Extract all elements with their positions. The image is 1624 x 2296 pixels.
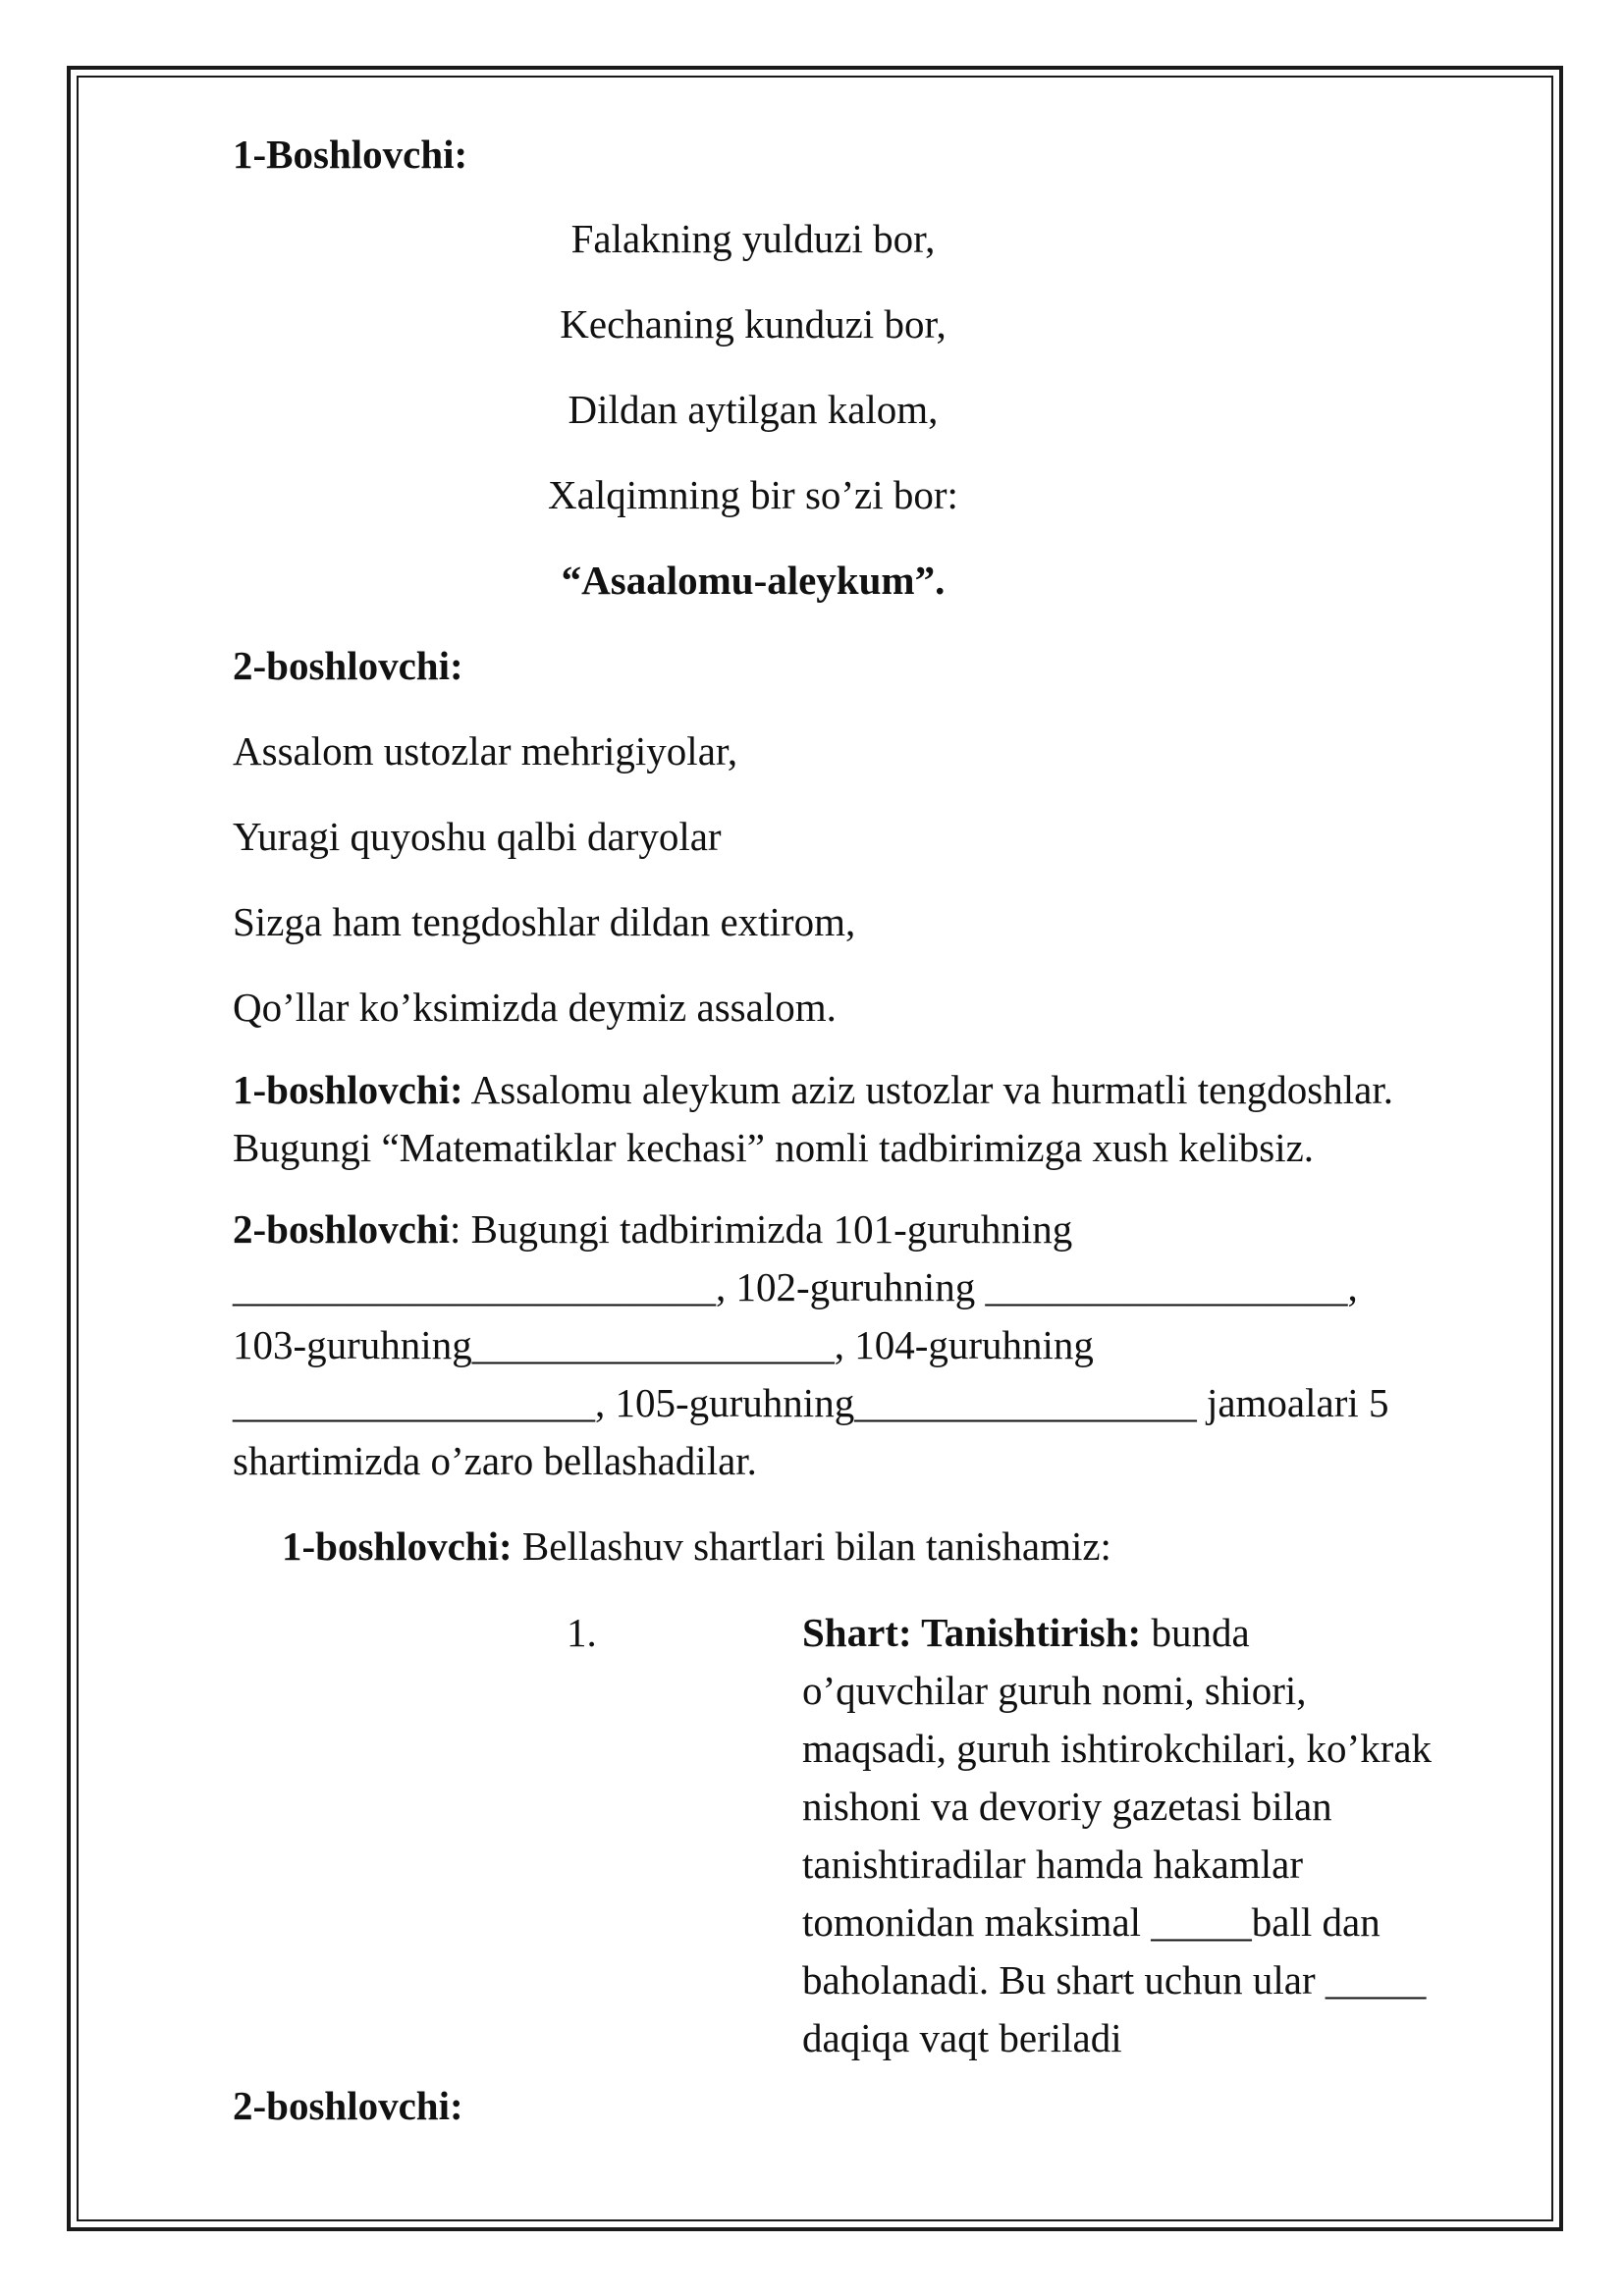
list-item-line-8: daqiqa vaqt beriladi [802, 2015, 1122, 2060]
poem1-line-2: Kechaning kunduzi bor, [560, 301, 947, 347]
paragraph-teams-line-4: __________________, 105-guruhning_________________ jamoalari 5 [233, 1380, 1389, 1425]
paragraph-teams-line-2: ________________________, 102-guruhning __________________, [233, 1264, 1358, 1309]
welcome-text-1: Assalomu aleykum aziz ustozlar va hurmatli tengdoshlar. [462, 1067, 1393, 1112]
poem1-line-3: Dildan aytilgan kalom, [568, 387, 939, 432]
paragraph-teams-line-5: shartimizda o’zaro bellashadilar. [233, 1438, 757, 1483]
paragraph-teams-line-1 [233, 1201, 1509, 1258]
list-item-line-1 [802, 1604, 1509, 1662]
speaker-label: 2-boshlovchi [233, 1206, 450, 1252]
list-item-line-2: o’quvchilar guruh nomi, shiori, [802, 1668, 1307, 1713]
poem2-line-1: Assalom ustozlar mehrigiyolar, [233, 728, 738, 774]
list-item-line-3: maqsadi, guruh ishtirokchilari, ko’krak [802, 1726, 1433, 1771]
list-item-title: Shart: Tanishtirish: [802, 1610, 1142, 1655]
paragraph-welcome-line-2: Bugungi “Matematiklar kechasi” nomli tadbirimizga xush kelibsiz. [233, 1125, 1315, 1170]
list-number: 1. [567, 1610, 597, 1655]
speaker-label-2: 2-boshlovchi: [233, 643, 463, 688]
poem1-line-1: Falakning yulduzi bor, [570, 216, 936, 261]
poem2-line-2: Yuragi quyoshu qalbi daryolar [233, 814, 722, 859]
paragraph-teams-line-3: 103-guruhning__________________, 104-guruhning [233, 1322, 1094, 1367]
teams-text-1: : Bugungi tadbirimizda 101-guruhning [450, 1206, 1073, 1252]
rules-intro-text: Bellashuv shartlari bilan tanishamiz: [512, 1523, 1111, 1569]
list-item-line-7: baholanadi. Bu shart uchun ular _____ [802, 1957, 1427, 2002]
list-item-body [802, 1604, 1509, 2067]
list-item-text-0: bunda [1141, 1610, 1250, 1655]
paragraph-welcome-line-1 [233, 1061, 1509, 1119]
poem2-line-4: Qo’llar ko’ksimizda deymiz assalom. [233, 985, 837, 1030]
speaker-label: 1-boshlovchi: [233, 1067, 463, 1112]
list-item-line-6: tomonidan maksimal _____ball dan [802, 1899, 1380, 1945]
list-item-line-4: nishoni va devoriy gazetasi bilan [802, 1784, 1332, 1829]
speaker-label: 1-boshlovchi: [282, 1523, 513, 1569]
paragraph-teams [233, 1201, 1509, 1490]
poem1-line-4: Xalqimning bir so’zi bor: [548, 472, 958, 517]
paragraph-rules-intro [282, 1518, 1558, 1575]
list-item-line-5: tanishtiradilar hamda hakamlar [802, 1842, 1304, 1887]
paragraph-welcome [233, 1061, 1509, 1177]
poem2-line-3: Sizga ham tengdoshlar dildan extirom, [233, 899, 856, 944]
speaker-label-3: 2-boshlovchi: [233, 2083, 463, 2128]
poem1-line-5: “Asaalomu-aleykum”. [561, 558, 946, 603]
speaker-label-1: 1-Boshlovchi: [233, 132, 468, 177]
